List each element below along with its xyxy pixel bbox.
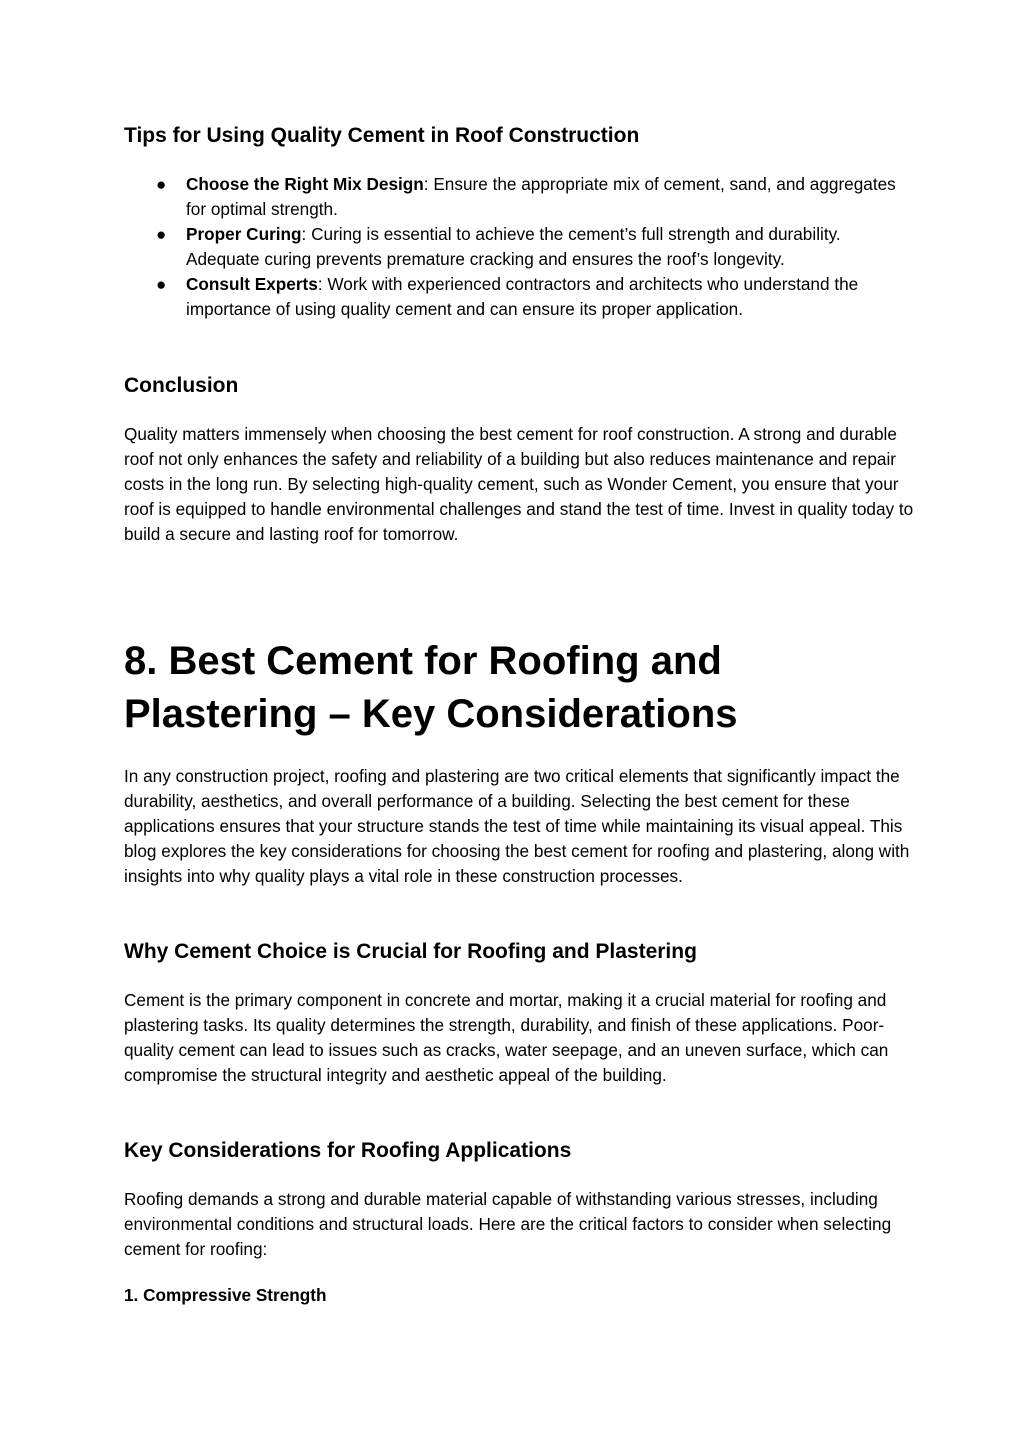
bullet-icon: ● [156,275,167,294]
list-item-text: : Ensure the appropriate mix of cement, sand, and aggregates for optimal strength. [186,174,896,219]
list-item [124,172,914,222]
article-title: 8. Best Cement for Roofing and Plastering – Key Considerations [124,639,738,736]
list-item [124,222,914,272]
tips-heading: Tips for Using Quality Cement in Roof Construction [124,124,640,147]
list-item-term: Consult Experts [186,274,318,294]
roofing-heading: Key Considerations for Roofing Applications [124,1139,572,1162]
tips-list [124,172,914,322]
bullet-icon: ● [156,175,167,194]
article-intro-paragraph: In any construction project, roofing and plastering are two critical elements that significantly impact the durability, aesthetics, and overall performance of a building. Selecting the best cement for these applications ensures that your structure stands the test of time while maintaining its visual appeal. This blog explores the key considerations for choosing the best cement for roofing and plastering, along with insights into why quality plays a vital role in these construction processes. [124,766,910,886]
list-item-text: : Curing is essential to achieve the cement’s full strength and durability. Adequate curing prevents premature cracking and ensures the roof’s longevity. [186,224,841,269]
roofing-paragraph: Roofing demands a strong and durable material capable of withstanding various stresses, including environmental conditions and structural loads. Here are the critical factors to consider when selecting cement for roofing: [124,1189,892,1259]
bullet-icon: ● [156,225,167,244]
conclusion-heading: Conclusion [124,374,239,397]
list-item-term: Choose the Right Mix Design [186,174,424,194]
list-item-text: : Work with experienced contractors and architects who understand the importance of using quality cement and can ensure its proper application. [186,274,859,319]
list-item-term: Proper Curing [186,224,302,244]
list-item [124,272,914,322]
why-paragraph: Cement is the primary component in concrete and mortar, making it a crucial material for roofing and plastering tasks. Its quality determines the strength, durability, and finish of these applications. Poor-quality cement can lead to issues such as cracks, water seepage, and an uneven surface, which can compromise the structural integrity and aesthetic appeal of the building. [124,990,889,1085]
conclusion-paragraph: Quality matters immensely when choosing the best cement for roof construction. A strong and durable roof not only enhances the safety and reliability of a building but also reduces maintenance and repair costs in the long run. By selecting high-quality cement, such as Wonder Cement, you ensure that your roof is equipped to handle environmental challenges and stand the test of time. Invest in quality today to build a secure and lasting roof for tomorrow. [124,424,914,544]
why-heading: Why Cement Choice is Crucial for Roofing and Plastering [124,940,697,963]
compressive-strength-subheading: 1. Compressive Strength [124,1285,327,1305]
